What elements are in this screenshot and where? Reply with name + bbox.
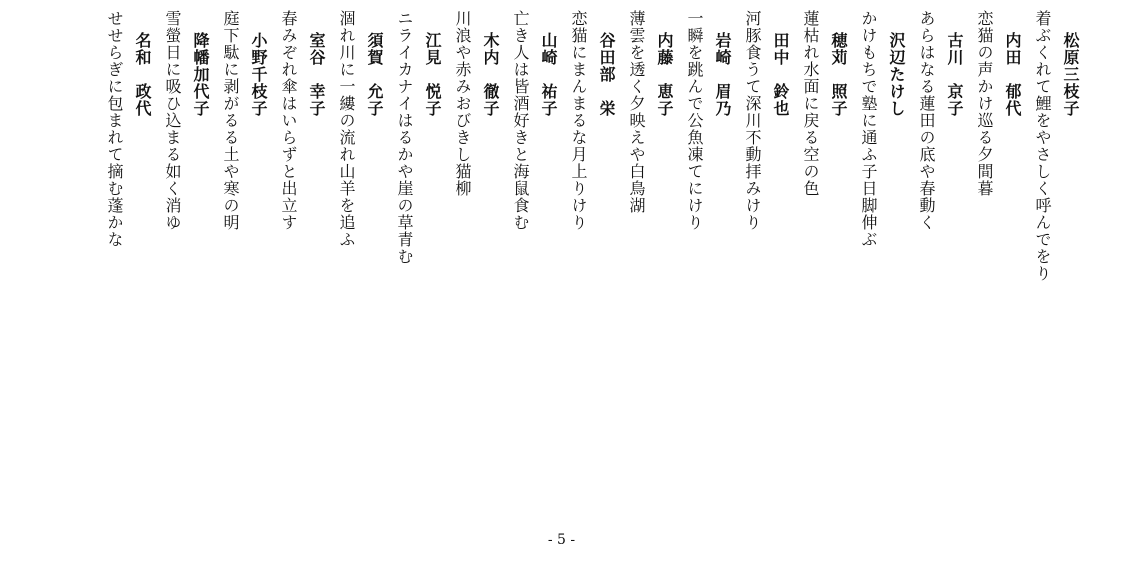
haiku-text: かけもちで塾に通ふ子日脚伸ぶ <box>859 10 878 248</box>
poet-name: 小野千枝子 <box>249 32 268 117</box>
haiku-text: 春みぞれ傘はいらずと出立す <box>279 10 298 231</box>
poet-name: 松原三枝子 <box>1061 32 1080 117</box>
haiku-entry <box>855 10 909 282</box>
haiku-entry <box>449 10 503 282</box>
poet-name: 木内 徹子 <box>481 32 500 117</box>
haiku-text: せせらぎに包まれて摘む蓬かな <box>105 10 124 248</box>
haiku-columns <box>101 10 1083 282</box>
poet-name: 内田 郁代 <box>1003 32 1022 117</box>
poet-name: 古川 京子 <box>945 32 964 117</box>
haiku-entry <box>797 10 851 282</box>
haiku-entry <box>217 10 271 282</box>
haiku-entry <box>739 10 793 282</box>
haiku-text: 庭下駄に剥がるる土や寒の明 <box>221 10 240 231</box>
poet-name: 江見 悦子 <box>423 32 442 117</box>
haiku-entry <box>333 10 387 282</box>
haiku-text: 恋猫にまんまるな月上りけり <box>569 10 588 231</box>
poet-name: 須賀 允子 <box>365 32 384 117</box>
haiku-entry <box>391 10 445 282</box>
poet-name: 沢辺たけし <box>887 32 906 117</box>
page-number: - 5 - <box>547 532 576 548</box>
poet-name: 谷田部 栄 <box>597 32 616 117</box>
poet-name: 山崎 祐子 <box>539 32 558 117</box>
haiku-text: あらはなる蓮田の底や春動く <box>917 10 936 231</box>
haiku-entry <box>159 10 213 282</box>
poet-name: 内藤 恵子 <box>655 32 674 117</box>
haiku-text: 着ぶくれて鯉をやさしく呼んでをり <box>1033 10 1052 282</box>
haiku-entry <box>681 10 735 282</box>
poet-name: 岩崎 眉乃 <box>713 32 732 117</box>
poet-name: 田中 鈴也 <box>771 32 790 117</box>
haiku-text: 河豚食うて深川不動拝みけり <box>743 10 762 231</box>
haiku-text: 涸れ川に一縷の流れ山羊を追ふ <box>337 10 356 248</box>
haiku-entry <box>275 10 329 282</box>
haiku-entry <box>913 10 967 282</box>
haiku-entry <box>1029 10 1083 282</box>
haiku-entry <box>101 10 155 282</box>
haiku-text: 亡き人は皆酒好きと海鼠食む <box>511 10 530 231</box>
haiku-entry <box>971 10 1025 282</box>
haiku-text: 薄雲を透く夕映えや白鳥湖 <box>627 10 646 214</box>
poet-name: 室谷 幸子 <box>307 32 326 117</box>
haiku-text: 蓮枯れ水面に戻る空の色 <box>801 10 820 197</box>
haiku-text: 一瞬を跳んで公魚凍てにけり <box>685 10 704 231</box>
haiku-entry <box>565 10 619 282</box>
poet-name: 名和 政代 <box>133 32 152 117</box>
haiku-entry <box>507 10 561 282</box>
haiku-text: 恋猫の声かけ巡る夕間暮 <box>975 10 994 197</box>
haiku-text: ニライカナイはるかや崖の草青む <box>395 10 414 265</box>
haiku-text: 川浪や赤みおびきし猫柳 <box>453 10 472 197</box>
haiku-text: 雪螢日に吸ひ込まる如く消ゆ <box>163 10 182 231</box>
haiku-entry <box>623 10 677 282</box>
poet-name: 降幡加代子 <box>191 32 210 117</box>
poet-name: 穂苅 照子 <box>829 32 848 117</box>
